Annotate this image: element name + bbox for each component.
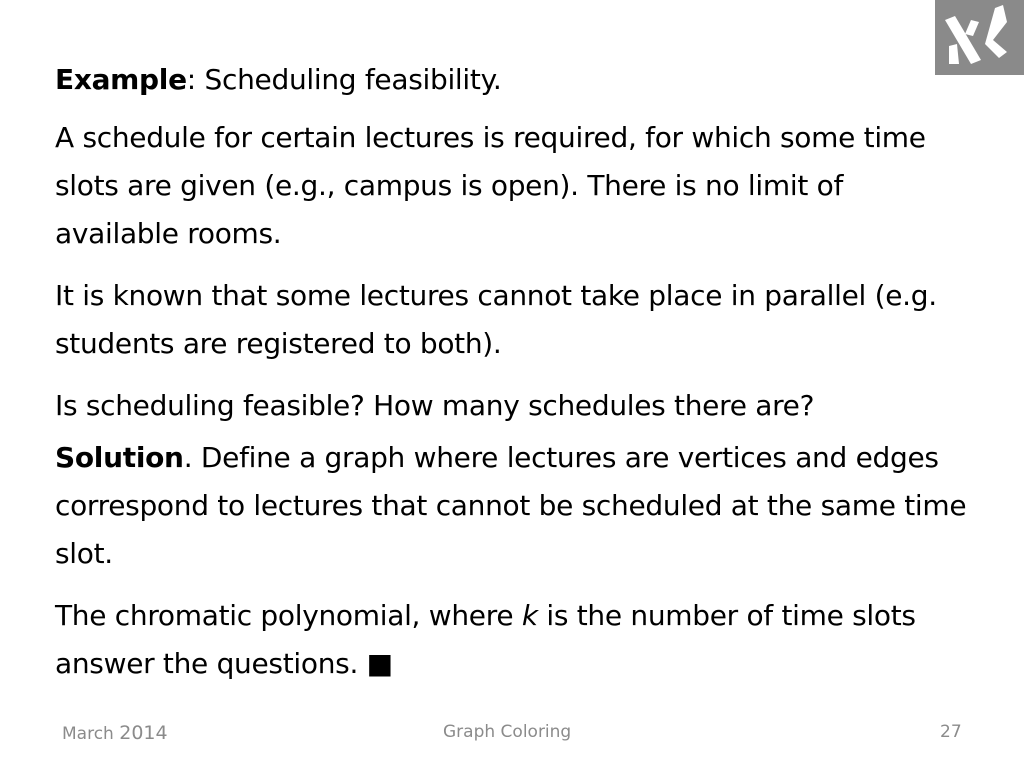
solution-text: . Define a graph where lectures are vertices and edges correspond to lectures that cannot be scheduled at the same time slot. — [55, 441, 967, 570]
example-heading — [55, 56, 975, 104]
page-number: 27 — [940, 722, 962, 742]
question-paragraph: Is scheduling feasible? How many schedules there are? — [55, 389, 815, 422]
conclusion-text-start: The chromatic polynomial, where — [55, 599, 522, 632]
problem-paragraph-2: It is known that some lectures cannot take place in parallel (e.g. students are registered to both). — [55, 279, 937, 360]
problem-paragraph-1: A schedule for certain lectures is required, for which some time slots are given (e.g., campus is open). There is no limit of available rooms. — [55, 121, 926, 250]
example-title: : Scheduling feasibility. — [186, 63, 502, 96]
footer-date — [62, 722, 168, 744]
footer-title: Graph Coloring — [443, 722, 572, 742]
solution-label: Solution — [55, 441, 184, 474]
solution-paragraph — [55, 434, 975, 578]
slide-body — [55, 56, 975, 688]
footer-year: 2014 — [119, 722, 168, 744]
conclusion-text-end: is the number of time slots answer the questions. — [55, 599, 916, 680]
end-of-proof-mark: ■ — [366, 647, 393, 680]
example-label: Example — [55, 63, 187, 96]
footer-month: March — [62, 724, 114, 744]
conclusion-paragraph — [55, 592, 975, 688]
variable-k: k — [521, 599, 538, 632]
